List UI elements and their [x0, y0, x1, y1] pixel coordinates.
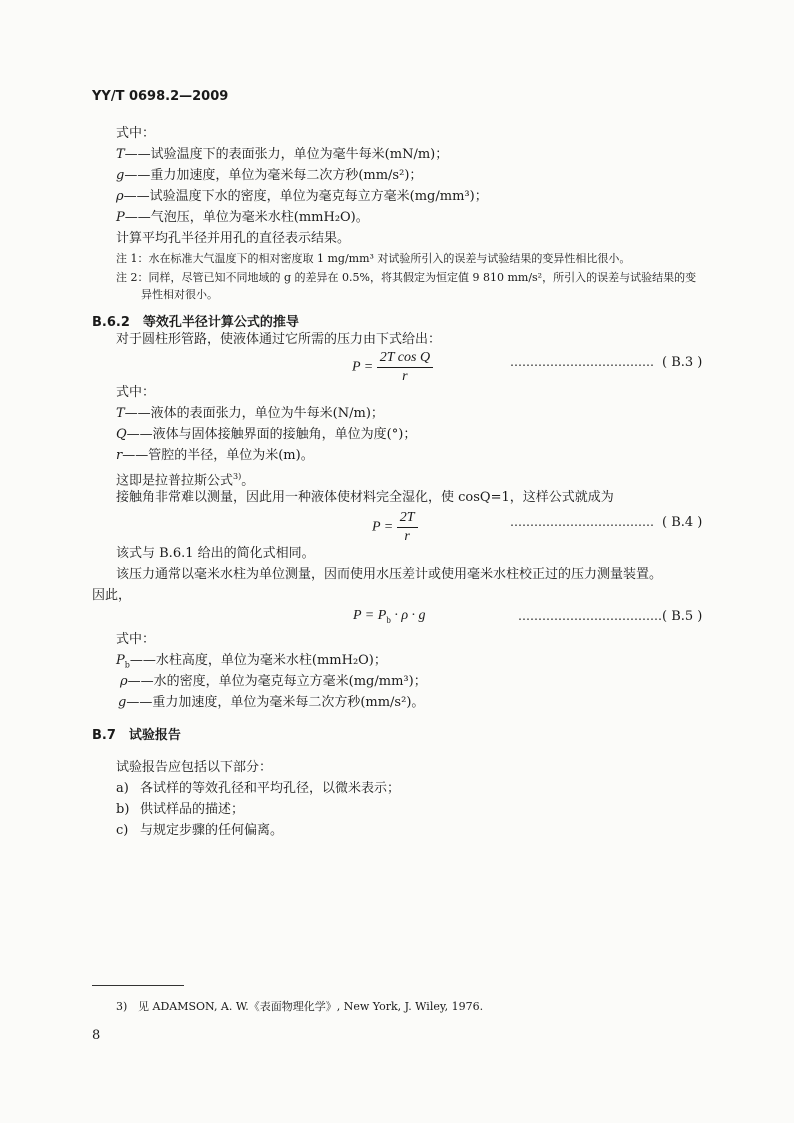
footnote-text: 见 ADAMSON, A. W.《表面物理化学》, New York, J. Wiley, 1976.: [138, 1000, 484, 1013]
section-b62-heading: B.6.2 等效孔半径计算公式的推导: [92, 315, 299, 330]
b62-var-Q-desc: ——液体与固体接触界面的接触角，单位为度(°)；: [126, 427, 417, 442]
note-1: 注 1：水在标准大气温度下的相对密度取 1 mg/mm³ 对试验所引入的误差与试验结果的变异性相比很小。: [116, 252, 631, 265]
eq4-lhs: P =: [372, 519, 394, 535]
var-rho-line: ρ——试验温度下水的密度，单位为毫克每立方毫米(mg/mm³)；: [116, 189, 488, 204]
var-T-line: T——试验温度下的表面张力，单位为毫牛每米(mN/m)；: [116, 147, 449, 162]
eq4-denominator: r: [404, 529, 410, 544]
footnote-divider: [92, 985, 184, 986]
eq5-label: ( B.5 ): [662, 609, 703, 624]
contact-angle-text: 接触角非常难以测量，因此用一种液体使材料完全湿化，使 cosQ=1，这样公式就成为: [116, 490, 614, 505]
b7-item-c-text: 与规定步骤的任何偏离。: [140, 823, 284, 838]
note-2-line2: 异性相对很小。: [141, 288, 218, 301]
laplace-footnote-ref: 3): [233, 472, 242, 481]
b7-list-item-b: [116, 802, 244, 818]
b62-var-rho-line: ρ——水的密度，单位为毫克每立方毫米(mg/mm³)；: [120, 674, 427, 689]
laplace-text: 这即是拉普拉斯公式: [116, 473, 234, 489]
b62-vars-intro: 式中：: [116, 385, 156, 400]
eq5-rest: · ρ · g: [390, 608, 426, 623]
b62-var-Q-line: Q——液体与固体接触界面的接触角，单位为度(°)；: [116, 427, 417, 442]
eq4-fraction: [397, 510, 418, 545]
var-g-desc: ——重力加速度，单位为毫米每二次方秒(mm/s²)；: [124, 168, 423, 183]
b62-var-T-desc: ——液体的表面张力，单位为牛每米(N/m)；: [124, 406, 384, 421]
b62-var-r-line: r——管腔的半径，单位为米(m)。: [116, 448, 314, 463]
eq3-lhs: P =: [352, 359, 374, 375]
eq3-fraction: [377, 350, 433, 385]
b7-item-c-marker: c): [116, 823, 129, 838]
equation-b4: [372, 510, 418, 545]
eq4-leader-dots: ………………………………: [510, 515, 654, 529]
equation-b3: [352, 350, 433, 385]
b62-var-Pb-line: $P_b——$水柱高度，单位为毫米水柱(mmH₂O)；: [116, 653, 387, 670]
b7-list-item-c: [116, 823, 283, 839]
eq3-denominator: r: [402, 369, 408, 384]
b62-var-Pb-desc: ——水柱高度，单位为毫米水柱(mmH₂O)；: [129, 653, 387, 668]
eq5-leader-dots: ………………………………: [518, 609, 662, 623]
var-P-desc: ——气泡压，单位为毫米水柱(mmH₂O)。: [124, 210, 369, 225]
vars-intro: 式中：: [116, 126, 156, 141]
section-b7-heading: B.7 试验报告: [92, 728, 181, 743]
b7-item-a-text: 各试样的等效孔径和平均孔径，以微米表示；: [140, 781, 401, 796]
var-P-line: P——气泡压，单位为毫米水柱(mmH₂O)。: [116, 210, 369, 225]
equation-b5: [353, 608, 426, 625]
page-number: 8: [92, 1028, 101, 1043]
b62-var-rho-desc: ——水的密度，单位为毫克每立方毫米(mg/mm³)；: [127, 674, 427, 689]
b62-vars2-intro: 式中：: [116, 632, 156, 647]
b62-var-g-desc: ——重力加速度，单位为毫米每二次方秒(mm/s²)。: [126, 695, 425, 710]
eq3-label: ( B.3 ): [662, 355, 703, 370]
eq5-text: P = P: [353, 608, 387, 623]
var-rho-desc: ——试验温度下水的密度，单位为毫克每立方毫米(mg/mm³)；: [123, 189, 488, 204]
b7-intro: 试验报告应包括以下部分：: [116, 760, 273, 775]
b7-list-item-a: [116, 781, 400, 797]
standard-code: YY/T 0698.2—2009: [92, 89, 229, 104]
note-2-line1: 注 2：同样，尽管已知不同地域的 g 的差异在 0.5%，将其假定为恒定值 9 810 mm/s²，所引入的误差与试验结果的变: [116, 271, 697, 284]
eq4-numerator: 2T: [397, 510, 418, 528]
b62-var-g-line: g——重力加速度，单位为毫米每二次方秒(mm/s²)。: [118, 695, 425, 710]
var-g-line: g——重力加速度，单位为毫米每二次方秒(mm/s²)；: [116, 168, 423, 183]
b7-item-b-marker: b): [116, 802, 130, 817]
footnote-3: [116, 1000, 483, 1014]
b62-intro: 对于圆柱形管路，使液体通过它所需的压力由下式给出：: [116, 332, 442, 347]
laplace-line: [116, 469, 254, 489]
var-T-desc: ——试验温度下的表面张力，单位为毫牛每米(mN/m)；: [124, 147, 449, 162]
eq3-leader-dots: ………………………………: [510, 355, 654, 369]
eq3-numerator: 2T cos Q: [377, 350, 433, 368]
footnote-marker: 3): [116, 1000, 128, 1013]
b7-item-a-marker: a): [116, 781, 129, 796]
eq5-sub: b: [386, 614, 391, 625]
pressure-text-line1: 该压力通常以毫米水柱为单位测量，因而使用水压差计或使用毫米水柱校正过的压力测量装置。: [116, 567, 663, 582]
eq4-label: ( B.4 ): [662, 515, 703, 530]
b7-item-b-text: 供试样品的描述；: [140, 802, 245, 817]
b62-var-r-desc: ——管腔的半径，单位为米(m)。: [122, 448, 314, 463]
calc-note: 计算平均孔半径并用孔的直径表示结果。: [116, 231, 351, 246]
laplace-end: 。: [241, 473, 255, 489]
pressure-text-line2: 因此，: [92, 588, 132, 603]
same-as-b61: 该式与 B.6.1 给出的简化式相同。: [116, 546, 315, 561]
b62-var-T-line: T——液体的表面张力，单位为牛每米(N/m)；: [116, 406, 384, 421]
